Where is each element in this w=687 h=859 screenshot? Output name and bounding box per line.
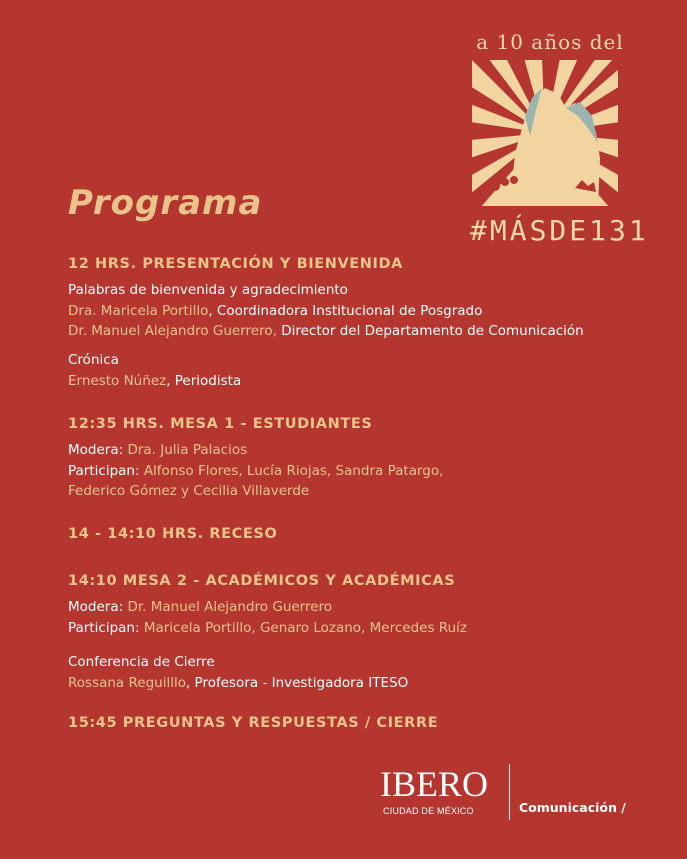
section-closing-conference — [68, 652, 668, 693]
speaker-portillo — [68, 301, 668, 322]
section-welcome — [68, 254, 668, 342]
moderator-label: Modera: — [68, 442, 124, 458]
participants-line — [68, 618, 668, 639]
speaker-name: Ernesto Núñez — [68, 372, 167, 389]
speaker-role: , Profesora - Investigadora ITESO — [185, 674, 409, 691]
footer-divider — [509, 764, 510, 820]
participants-names: Alfonso Flores, Lucía Riojas, Sandra Patargo, — [139, 462, 444, 479]
section-qa-closing — [68, 713, 668, 733]
moderator-line — [68, 440, 668, 461]
logo-hashtag: #MÁSDE131 — [470, 214, 649, 247]
section-mesa-1 — [68, 414, 668, 502]
moderator-label: Modera: — [68, 599, 124, 615]
section-receso-heading: 14 - 14:10 HRS. RECESO — [68, 526, 278, 542]
sunburst-protest-illustration — [470, 58, 620, 208]
speaker-name: Dr. Manuel Alejandro Guerrero, — [68, 323, 277, 339]
speaker-role: Director del Departamento de Comunicación — [276, 323, 584, 339]
section-mesa-2-heading: 14:10 MESA 2 - ACADÉMICOS Y ACADÉMICAS — [68, 573, 456, 589]
section-qa-heading: 15:45 PREGUNTAS Y RESPUESTAS / CIERRE — [68, 715, 439, 731]
section-cronica — [68, 350, 668, 391]
speaker-role: , Coordinadora Institucional de Posgrado — [208, 302, 483, 319]
section-receso — [68, 524, 668, 544]
ibero-logo-text: IBERO — [380, 764, 488, 804]
participants-names: Maricela Portillo, Genaro Lozano, Mercedes Ruíz — [139, 619, 467, 636]
section-mesa-1-heading: 12:35 HRS. MESA 1 - ESTUDIANTES — [68, 416, 373, 432]
participants-line — [68, 461, 668, 482]
speaker-nunez — [68, 371, 668, 392]
participants-label: Participan: — [68, 619, 140, 636]
cronica-label: Crónica — [68, 352, 119, 368]
ibero-logo-subtitle: CIUDAD DE MÉXICO — [383, 806, 474, 816]
speaker-role: , Periodista — [166, 372, 242, 389]
speaker-name: Rossana Reguilllo — [68, 674, 186, 691]
closing-conference-label: Conferencia de Cierre — [68, 654, 215, 670]
speaker-name: Dra. Maricela Portillo — [68, 302, 209, 319]
participants-names-continued: Federico Gómez y Cecilia Villaverde — [68, 483, 310, 499]
moderator-line — [68, 597, 668, 618]
section-mesa-2 — [68, 571, 668, 638]
moderator-name: Dra. Julia Palacios — [123, 442, 248, 458]
moderator-name: Dr. Manuel Alejandro Guerrero — [123, 599, 333, 615]
welcome-line: Palabras de bienvenida y agradecimiento — [68, 282, 348, 298]
page-title: Programa — [68, 183, 263, 223]
comunicacion-label: Comunicación / — [519, 800, 626, 815]
speaker-reguillo — [68, 673, 668, 694]
section-welcome-heading: 12 HRS. PRESENTACIÓN Y BIENVENIDA — [68, 256, 403, 272]
participants-label: Participan: — [68, 462, 140, 479]
logo-anniversary-text: a 10 años del — [476, 30, 624, 54]
sunburst-illustration-graphic — [470, 58, 620, 208]
speaker-guerrero — [68, 321, 668, 342]
